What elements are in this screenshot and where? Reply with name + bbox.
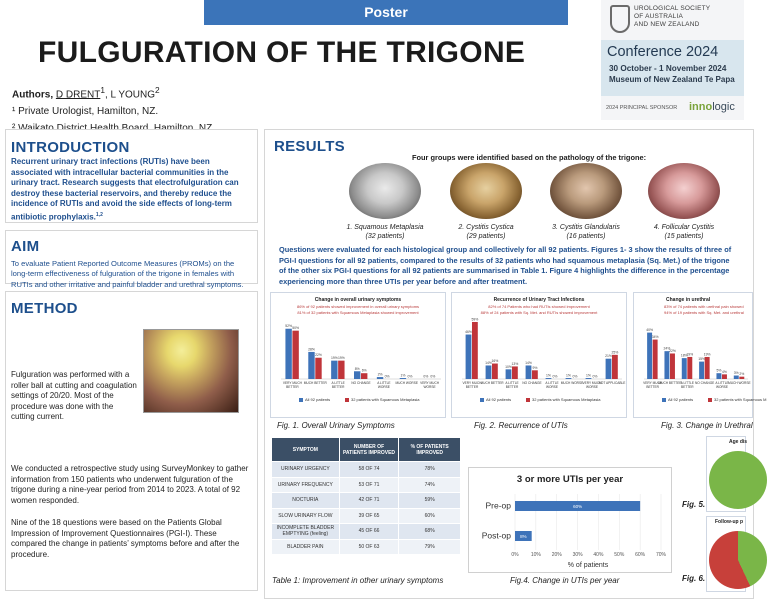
method-heading: METHOD: [11, 300, 78, 317]
tick-label: BETTER: [465, 385, 479, 389]
legend-swatch: [480, 398, 484, 402]
table-header-cell: % OF PATIENTS IMPROVED: [399, 438, 461, 462]
data-label: 28%: [308, 347, 315, 352]
bar: [687, 357, 692, 379]
figure-6-chart: [706, 516, 746, 592]
data-label: 8%: [354, 366, 360, 371]
x-axis-label: % of patients: [567, 562, 609, 569]
legend-swatch: [345, 398, 349, 402]
bar: [670, 353, 675, 379]
figure-1-caption: Fig. 1. Overall Urinary Symptoms: [277, 421, 395, 430]
affiliation-1: ¹ Private Urologist, Hamilton, NZ.: [12, 106, 159, 118]
tick-label: WORSE: [545, 385, 559, 389]
figure-5-title: Age dis: [729, 439, 748, 445]
data-label: 14%: [525, 360, 532, 365]
bar: [653, 340, 658, 379]
bar: [308, 352, 314, 379]
group-3-caption: 3. Cystitis Glandularis (16 patients): [552, 224, 620, 240]
aim-text: To evaluate Patient Reported Outcome Measures (PROMs) on the long-term effectiveness of fulguration of the trigone in females with RUTIs and other irritative and painful bladder and urethral symptoms.: [11, 259, 244, 289]
society-name: UROLOGICAL SOCIETY OF AUSTRALIA AND NEW ZEALAND: [634, 5, 711, 28]
table-cell: URINARY FREQUENCY: [272, 477, 340, 493]
table-cell: 42 OF 71: [339, 493, 399, 509]
data-label: 6%: [361, 368, 367, 373]
tick-label: NOT APPLICABLE: [598, 381, 626, 385]
tick-label: WORSE: [585, 385, 599, 389]
group-2-caption: 2. Cystitis Cystica (29 patients): [458, 224, 514, 240]
table-cell: 53 OF 71: [339, 477, 399, 493]
table-header-cell: SYMPTOM: [272, 438, 340, 462]
tick-label: MUCH BETTER: [480, 381, 504, 385]
table-row: [272, 508, 461, 524]
tick-label: VERY MUCH: [462, 381, 482, 385]
author-2-sup: 2: [155, 85, 160, 95]
legend-label: 32 patients with Squamous Metaplasia: [532, 397, 601, 402]
data-label: 34%: [651, 335, 659, 340]
bar: [612, 355, 618, 379]
data-label: 0%: [384, 374, 390, 379]
data-label: 19%: [330, 356, 338, 361]
tick-label: VERY MUCH: [582, 381, 602, 385]
figure-3-title: Change in urethral: [666, 297, 711, 303]
bar: [400, 378, 406, 379]
bar: [586, 378, 592, 379]
tick-label: A LITTLE: [377, 381, 391, 385]
bar: [377, 377, 383, 379]
data-label: 10%: [505, 364, 512, 369]
method-paragraph-1: Fulguration was performed with a roller ball at cutting and coagulation settings of 20/20. Most of the procedure was done with the cutting current.: [11, 370, 137, 422]
tick-label: BETTER: [286, 385, 299, 389]
data-label: 46%: [465, 330, 472, 335]
table-1: [271, 437, 461, 555]
photo-cystitis-cystica: [450, 163, 522, 219]
figure-1-chart: [270, 292, 446, 418]
table-cell: 60%: [399, 508, 461, 524]
sponsor-label: 2024 PRINCIPAL SPONSOR: [606, 105, 678, 111]
figure-2-chart: [451, 292, 627, 418]
legend-label: All 92 patients: [668, 397, 694, 402]
sponsor-logo: innologic: [689, 101, 735, 113]
data-label: 3%: [733, 371, 739, 376]
bar: [292, 331, 298, 379]
tick-label: WORSE: [377, 385, 390, 389]
bar: [647, 333, 652, 379]
figure-3-chart: [633, 292, 767, 418]
bar: [739, 377, 744, 379]
figure-5-chart: [706, 436, 746, 512]
data-label: 0%: [423, 374, 429, 379]
table-row: [272, 462, 461, 478]
data-label: 0%: [407, 374, 413, 379]
figure-3-sub1: 83% of 74 patients with urethral pain showed: [664, 304, 744, 309]
data-label: 19%: [686, 352, 694, 357]
data-label: 15%: [698, 357, 705, 362]
bar: [331, 361, 337, 379]
x-tick-label: 10%: [530, 552, 541, 558]
tick-label: A LITTLE: [715, 381, 729, 385]
tick-label: VERY MUCH: [282, 381, 302, 385]
tick-label: NO CHANGE: [522, 381, 542, 385]
table-header-cell: NUMBER OF PATIENTS IMPROVED: [339, 438, 399, 462]
photo-cystitis-glandularis: [550, 163, 622, 219]
y-category-label: Pre-op: [485, 500, 511, 511]
group-4-caption: 4. Follicular Cystitis (15 patients): [653, 224, 715, 240]
conference-dates: 30 October - 1 November 2024: [609, 64, 727, 73]
figure-3-caption: Fig. 3. Change in Urethral: [661, 421, 753, 430]
bar: [682, 358, 687, 379]
bar: [722, 374, 727, 379]
figure-4-title: 3 or more UTIs per year: [516, 474, 624, 485]
table-cell: INCOMPLETE BLADDER EMPTYING (feeling): [272, 524, 340, 540]
tick-label: BETTER: [681, 385, 694, 389]
figure-6-title: Follow-up p: [715, 519, 744, 525]
figure-1-title: Change in overall urinary symptoms: [314, 297, 402, 303]
bar: [566, 378, 572, 379]
society-logo-icon: [610, 5, 630, 33]
table-row: [272, 524, 461, 540]
figure-4-plot: [469, 468, 671, 572]
tick-label: MUCH BETTER: [303, 381, 327, 385]
bar: [716, 373, 721, 379]
figure-2-plot: [452, 317, 626, 417]
bar: [705, 357, 710, 379]
group-1-caption: 1. Squamous Metaplasia (32 patients): [346, 224, 424, 240]
poster-tab: Poster: [204, 0, 568, 25]
x-tick-label: 40%: [593, 552, 604, 558]
data-label: 18%: [680, 353, 688, 358]
bar: [492, 364, 498, 379]
table-cell: URINARY URGENCY: [272, 462, 340, 478]
groups-title: Four groups were identified based on the pathology of the trigone:: [412, 153, 647, 162]
tick-label: MUCH BETTER: [658, 381, 682, 385]
tick-label: BETTER: [331, 385, 345, 389]
data-label: 22%: [315, 353, 322, 358]
tick-label: NO CHANGE: [695, 381, 715, 385]
table-cell: 50 OF 63: [339, 539, 399, 555]
y-category-label: Post-op: [481, 530, 511, 541]
table-header-row: [272, 438, 461, 462]
tick-label: A LITTLE: [505, 381, 519, 385]
data-label: 19%: [337, 356, 345, 361]
author-line: [12, 82, 215, 103]
data-label: 59%: [471, 317, 479, 322]
x-tick-label: 60%: [635, 552, 646, 558]
figure-3-sub2: 94% of 19 patients with Sq. Met. and urethral: [664, 310, 744, 315]
table-cell: 68%: [399, 524, 461, 540]
tick-label: A LITTLE: [331, 381, 345, 385]
bar: [734, 376, 739, 379]
method-paragraph-3: Nine of the 18 questions were based on the Patients Global Impression of Improvement Questionnaires (PGI-I). These compared the change in patients’ symptoms before and after the procedure.: [11, 518, 240, 559]
table-cell: 59%: [399, 493, 461, 509]
data-label: 1%: [546, 373, 551, 378]
bar: [338, 361, 344, 379]
bar: [606, 359, 612, 379]
data-label: 0%: [552, 374, 558, 379]
data-label: 19%: [703, 352, 711, 357]
authors-prefix: Authors,: [12, 89, 54, 101]
bar: [486, 365, 492, 379]
tick-label: MUCH WORSE: [395, 381, 418, 385]
tick-label: BETTER: [646, 385, 659, 389]
tick-label: VERY MUCH: [420, 381, 440, 385]
table-cell: 78%: [399, 462, 461, 478]
table-cell: 79%: [399, 539, 461, 555]
data-label: 0%: [592, 374, 598, 379]
legend-swatch: [299, 398, 303, 402]
bar: [506, 369, 512, 379]
table-cell: BLADDER PAIN: [272, 539, 340, 555]
author-1: D DRENT: [55, 89, 101, 101]
figure-1-sub2: 81% of 32 patients with Squamous Metaplasia showed improvement: [297, 310, 419, 315]
data-label: 8%: [520, 533, 527, 539]
introduction-text: Recurrent urinary tract infections (RUTIs) have been associated with intracellular bacterial communities in the urinary tract. Research suggests that electrofulguration can destroy these bacterial reservoirs, and thereby reduce the incidence of RUTIs and avoid the side effects of long-term antibiotic prophylaxis.$^{1,2}$: [11, 157, 239, 222]
x-tick-label: 50%: [614, 552, 625, 558]
figure-5-pie: [709, 451, 767, 509]
table-1-caption: Table 1: Improvement in other urinary symptoms: [272, 576, 444, 585]
data-label: 5%: [716, 368, 722, 373]
figure-6-caption: Fig. 6.: [682, 574, 706, 583]
data-label: 2%: [739, 372, 745, 377]
tick-label: MUCH WORSE: [560, 381, 584, 385]
method-paragraph-2: We conducted a retrospective study using SurveyMonkey to gather information from 150 patients who underwent fulguration of the trigone during a nine-year period from 2014 to 2023. A total of 92 women responded.: [11, 464, 249, 505]
x-tick-label: 20%: [551, 552, 562, 558]
endoscopy-image: [143, 329, 239, 413]
figure-6-pie: [709, 531, 767, 589]
tick-label: WORSE: [715, 385, 729, 389]
bar: [315, 358, 321, 379]
figure-1-plot: [271, 317, 445, 417]
data-label: 4%: [722, 369, 727, 374]
figure-2-caption: Fig. 2. Recurrence of UTIs: [474, 421, 568, 430]
data-label: 2%: [377, 372, 383, 377]
bar: [285, 329, 291, 379]
data-label: 40%: [646, 328, 653, 333]
table-cell: 45 OF 66: [339, 524, 399, 540]
figure-4-caption: Fig.4. Change in UTIs per year: [510, 576, 620, 585]
tick-label: NO CHANGE: [351, 381, 371, 385]
data-label: 0%: [572, 374, 578, 379]
figure-2-sub1: 82% of 74 Patients who had RUTIs showed improvement: [488, 304, 590, 309]
tick-label: A LITTLE: [545, 381, 559, 385]
bar: [361, 373, 367, 379]
figure-5-caption: Fig. 5.: [682, 500, 706, 509]
bar: [699, 362, 704, 379]
legend-label: 32 patients with Squamous M: [714, 397, 767, 402]
aim-heading: AIM: [11, 238, 40, 255]
legend-label: All 92 patients: [486, 397, 512, 402]
photo-squamous-metaplasia: [349, 163, 421, 219]
x-tick-label: 70%: [655, 552, 667, 558]
bar: [512, 366, 518, 379]
data-label: 0%: [430, 374, 436, 379]
introduction-heading: INTRODUCTION: [11, 139, 130, 156]
data-label: 21%: [605, 354, 612, 359]
bar: [532, 370, 538, 379]
table-row: [272, 539, 461, 555]
data-label: 60%: [573, 503, 583, 509]
legend-swatch: [526, 398, 530, 402]
data-label: 14%: [485, 360, 492, 365]
data-label: 1%: [566, 373, 571, 378]
conference-venue: Museum of New Zealand Te Papa: [609, 75, 735, 84]
tick-label: VERY MUCH: [643, 381, 663, 385]
table-cell: NOCTURIA: [272, 493, 340, 509]
table-cell: 39 OF 65: [339, 508, 399, 524]
tick-label: A LITTLE: [680, 381, 694, 385]
bar: [664, 351, 669, 379]
table-row: [272, 477, 461, 493]
figure-3-plot: [634, 317, 767, 417]
table-cell: 74%: [399, 477, 461, 493]
figure-2-title: Recurrence of Urinary Tract Infections: [493, 297, 585, 303]
legend-swatch: [708, 398, 712, 402]
tick-label: WORSE: [423, 385, 436, 389]
figure-1-sub1: 86% of 92 patients showed improvement in overall urinary symptoms: [296, 304, 420, 309]
data-label: 24%: [663, 346, 671, 351]
bar: [466, 335, 472, 379]
table-row: [272, 493, 461, 509]
conference-banner: [601, 0, 744, 120]
legend-label: 32 patients with Squamous Metaplasia: [351, 397, 420, 402]
figure-2-sub2: 88% of 24 patients with Sq. Met. and RUTIs showed improvement: [480, 310, 598, 315]
author-2: , L YOUNG: [104, 89, 155, 101]
author-1-sup: 1: [100, 85, 105, 95]
data-label: 9%: [532, 365, 538, 370]
data-label: 13%: [511, 361, 519, 366]
data-label: 1%: [400, 373, 406, 378]
results-paragraph: Questions were evaluated for each histological group and collectively for all 92 patients. Figures 1- 3 show the results of three of PGI-I questions for all 92 patients, compared to the results of 32 patients who had squamous metaplasia (Sq. Met.) of the trigone of the other six PGI-I questions for all 92 patients are summarised in Table 1. Figure 4 highlights the difference in the percentage experiencing more than three UTIs per year before and after treatment.: [279, 245, 732, 286]
data-label: 50%: [292, 326, 300, 331]
table-cell: 58 OF 74: [339, 462, 399, 478]
photo-follicular-cystitis: [648, 163, 720, 219]
legend-label: All 92 patients: [305, 397, 331, 402]
tick-label: BETTER: [505, 385, 519, 389]
bar: [472, 322, 478, 379]
data-label: 22%: [669, 348, 676, 353]
tick-label: MUCH WORSE: [728, 381, 751, 385]
data-label: 25%: [611, 350, 619, 355]
figure-4-chart: [468, 467, 672, 573]
poster-title: FULGURATION OF THE TRIGONE: [38, 36, 526, 69]
bar: [354, 371, 360, 379]
bar: [526, 365, 532, 379]
results-heading: RESULTS: [274, 138, 345, 155]
x-tick-label: 30%: [572, 552, 583, 558]
bar: [546, 378, 552, 379]
data-label: 1%: [586, 373, 591, 378]
x-tick-label: 0%: [511, 552, 519, 558]
conference-name: Conference 2024: [607, 44, 719, 60]
legend-swatch: [662, 398, 666, 402]
data-label: 52%: [285, 324, 293, 329]
data-label: 16%: [491, 359, 499, 364]
table-cell: SLOW URINARY FLOW: [272, 508, 340, 524]
